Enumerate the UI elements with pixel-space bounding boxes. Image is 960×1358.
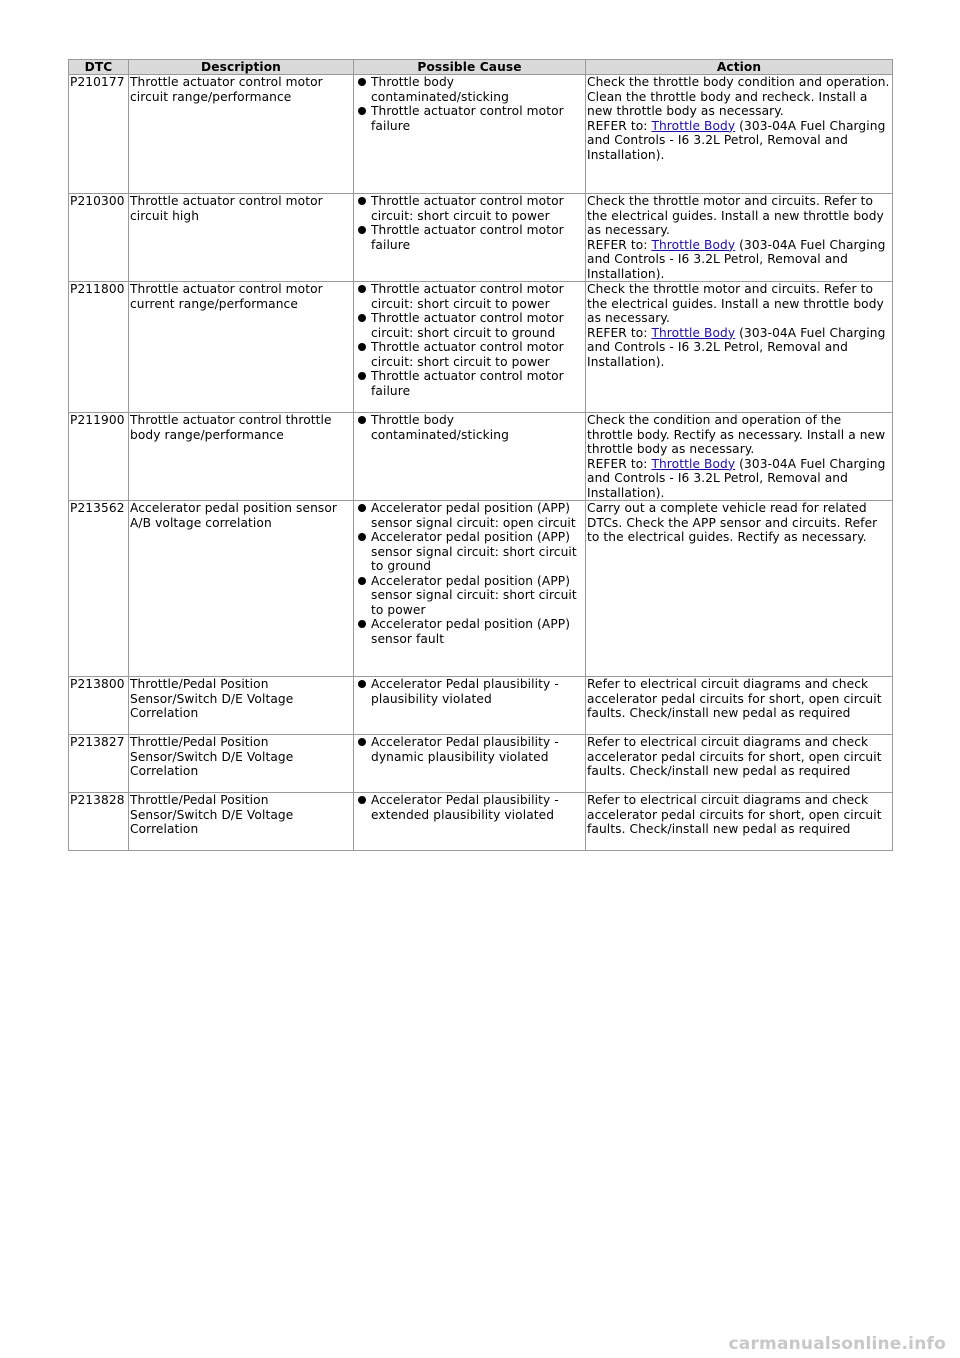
dtc-code: P211800 [69, 282, 129, 413]
cause-list [355, 793, 584, 822]
possible-cause-cell [354, 501, 586, 677]
cause-list-item: Throttle actuator control motor circuit: short circuit to power [355, 282, 584, 311]
refer-prefix: REFER to: [587, 456, 652, 471]
dtc-description: Throttle/Pedal Position Sensor/Switch D/E Voltage Correlation [129, 677, 354, 735]
cause-list [355, 677, 584, 706]
cause-list-item: Accelerator pedal position (APP) sensor signal circuit: short circuit to ground [355, 530, 584, 574]
table-body [69, 75, 893, 851]
watermark: carmanualsonline.info [728, 1334, 946, 1354]
possible-cause-cell [354, 735, 586, 793]
refer-prefix: REFER to: [587, 118, 652, 133]
dtc-code: P210300 [69, 194, 129, 282]
action-cell [586, 677, 893, 735]
possible-cause-cell [354, 677, 586, 735]
table-row [69, 793, 893, 851]
refer-suffix: (303-04A Fuel Charging and Controls - I6 3.2L Petrol, Removal and Installation). [587, 118, 886, 162]
table-row [69, 413, 893, 501]
refer-prefix: REFER to: [587, 237, 652, 252]
cause-list-item: Throttle actuator control motor failure [355, 104, 584, 133]
cause-list-item: Accelerator Pedal plausibility - extended plausibility violated [355, 793, 584, 822]
cause-list-item: Throttle actuator control motor circuit: short circuit to ground [355, 311, 584, 340]
header-possible-cause: Possible Cause [354, 60, 586, 75]
table-row [69, 735, 893, 793]
dtc-code: P213800 [69, 677, 129, 735]
dtc-code: P213828 [69, 793, 129, 851]
possible-cause-cell [354, 194, 586, 282]
table-row [69, 282, 893, 413]
action-text: Refer to electrical circuit diagrams and check accelerator pedal circuits for short, open circuit faults. Check/install new pedal as required [587, 677, 882, 720]
action-cell [586, 194, 893, 282]
cause-list-item: Throttle body contaminated/sticking [355, 413, 584, 442]
action-cell [586, 282, 893, 413]
action-cell [586, 75, 893, 194]
throttle-body-link[interactable]: Throttle Body [651, 456, 736, 471]
dtc-description: Throttle actuator control motor circuit high [129, 194, 354, 282]
possible-cause-cell [354, 413, 586, 501]
table-row [69, 75, 893, 194]
cause-list-item: Throttle actuator control motor circuit: short circuit to power [355, 194, 584, 223]
action-cell [586, 501, 893, 677]
dtc-description: Accelerator pedal position sensor A/B voltage correlation [129, 501, 354, 677]
throttle-body-link[interactable]: Throttle Body [651, 237, 736, 252]
refer-to-line [587, 119, 891, 163]
action-cell [586, 735, 893, 793]
table-row [69, 501, 893, 677]
action-cell [586, 413, 893, 501]
action-text: Check the throttle motor and circuits. Refer to the electrical guides. Install a new throttle body as necessary. [587, 194, 884, 237]
dtc-table [68, 59, 893, 851]
refer-suffix: (303-04A Fuel Charging and Controls - I6 3.2L Petrol, Removal and Installation). [587, 456, 886, 500]
cause-list-item: Accelerator pedal position (APP) sensor signal circuit: short circuit to power [355, 574, 584, 618]
action-text: Refer to electrical circuit diagrams and check accelerator pedal circuits for short, open circuit faults. Check/install new pedal as required [587, 735, 882, 778]
refer-suffix: (303-04A Fuel Charging and Controls - I6 3.2L Petrol, Removal and Installation). [587, 237, 886, 281]
action-text: Refer to electrical circuit diagrams and check accelerator pedal circuits for short, open circuit faults. Check/install new pedal as required [587, 793, 882, 836]
action-text: Check the condition and operation of the throttle body. Rectify as necessary. Install a new throttle body as necessary. [587, 413, 886, 456]
dtc-code: P211900 [69, 413, 129, 501]
dtc-description: Throttle/Pedal Position Sensor/Switch D/E Voltage Correlation [129, 793, 354, 851]
cause-list [355, 735, 584, 764]
cause-list [355, 413, 584, 442]
throttle-body-link[interactable]: Throttle Body [651, 325, 736, 340]
cause-list-item: Throttle actuator control motor failure [355, 369, 584, 398]
possible-cause-cell [354, 282, 586, 413]
refer-suffix: (303-04A Fuel Charging and Controls - I6 3.2L Petrol, Removal and Installation). [587, 325, 886, 369]
refer-to-line [587, 326, 891, 370]
dtc-code: P210177 [69, 75, 129, 194]
cause-list [355, 282, 584, 398]
possible-cause-cell [354, 75, 586, 194]
dtc-description: Throttle actuator control throttle body range/performance [129, 413, 354, 501]
throttle-body-link[interactable]: Throttle Body [651, 118, 736, 133]
possible-cause-cell [354, 793, 586, 851]
header-action: Action [586, 60, 893, 75]
action-text: Check the throttle body condition and operation. Clean the throttle body and recheck. Install a new throttle body as necessary. [587, 75, 890, 118]
refer-to-line [587, 238, 891, 282]
action-cell [586, 793, 893, 851]
cause-list [355, 501, 584, 646]
cause-list [355, 194, 584, 252]
table-row [69, 194, 893, 282]
cause-list-item: Accelerator pedal position (APP) sensor signal circuit: open circuit [355, 501, 584, 530]
refer-to-line [587, 457, 891, 501]
cause-list-item: Throttle actuator control motor circuit: short circuit to power [355, 340, 584, 369]
refer-prefix: REFER to: [587, 325, 652, 340]
cause-list-item: Accelerator Pedal plausibility - plausibility violated [355, 677, 584, 706]
header-row [69, 60, 893, 75]
cause-list-item: Throttle body contaminated/sticking [355, 75, 584, 104]
cause-list-item: Accelerator pedal position (APP) sensor fault [355, 617, 584, 646]
dtc-code: P213562 [69, 501, 129, 677]
header-dtc: DTC [69, 60, 129, 75]
table-row [69, 677, 893, 735]
dtc-code: P213827 [69, 735, 129, 793]
dtc-description: Throttle actuator control motor current range/performance [129, 282, 354, 413]
cause-list-item: Accelerator Pedal plausibility - dynamic plausibility violated [355, 735, 584, 764]
action-text: Check the throttle motor and circuits. Refer to the electrical guides. Install a new throttle body as necessary. [587, 282, 884, 325]
header-description: Description [129, 60, 354, 75]
cause-list [355, 75, 584, 133]
dtc-description: Throttle actuator control motor circuit range/performance [129, 75, 354, 194]
cause-list-item: Throttle actuator control motor failure [355, 223, 584, 252]
action-text: Carry out a complete vehicle read for related DTCs. Check the APP sensor and circuits. Refer to the electrical guides. Rectify as necessary. [587, 501, 878, 544]
dtc-description: Throttle/Pedal Position Sensor/Switch D/E Voltage Correlation [129, 735, 354, 793]
